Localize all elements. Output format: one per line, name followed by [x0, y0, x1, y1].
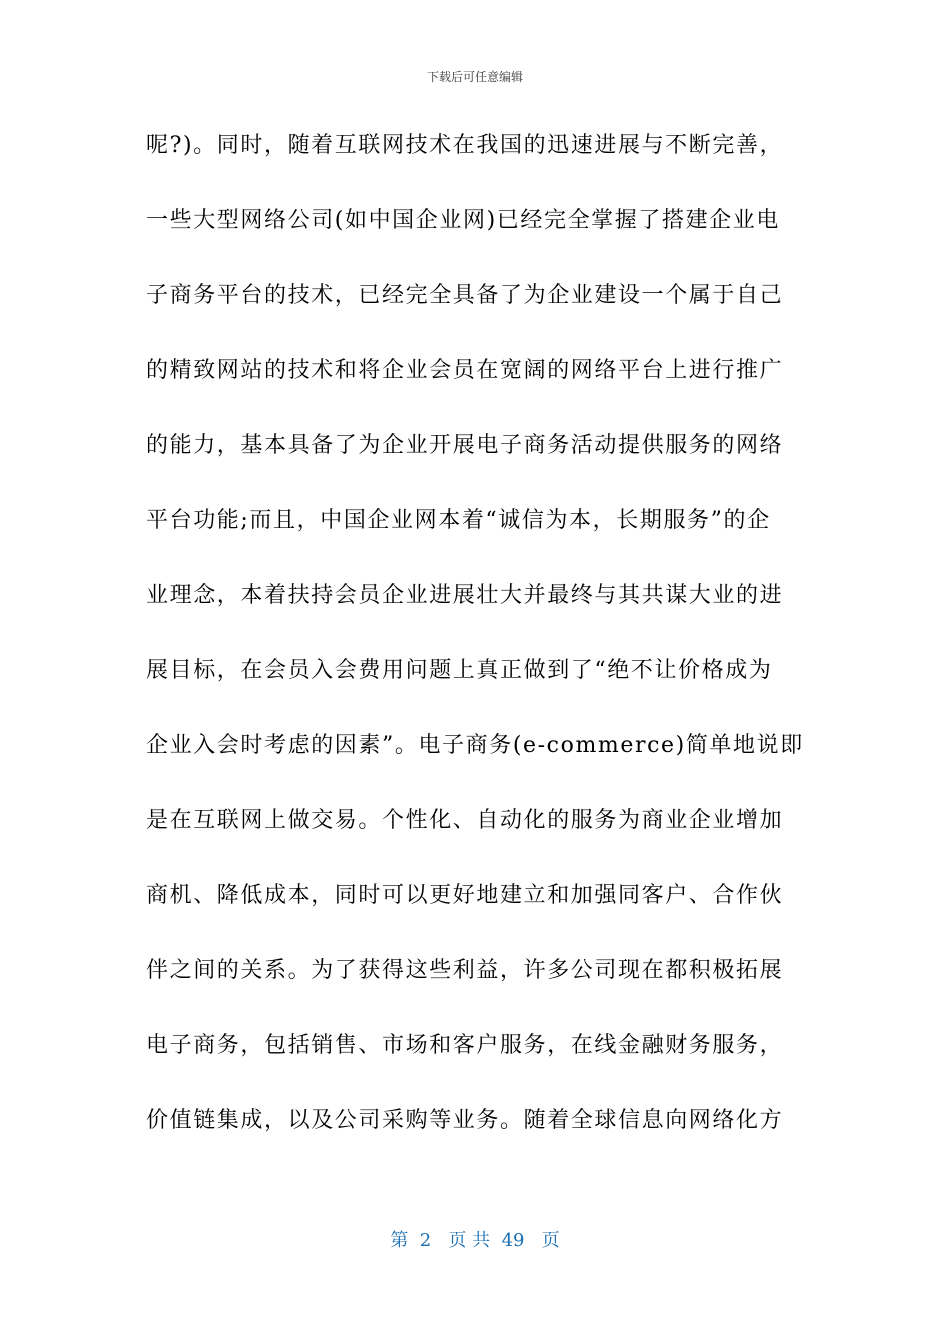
text-line: 业理念，本着扶持会员企业进展壮大并最终与其共谋大业的进 — [146, 583, 784, 608]
text-line: 呢?)。同时，随着互联网技术在我国的迅速进展与不断完善， — [146, 133, 784, 158]
text-line: 电子商务，包括销售、市场和客户服务，在线金融财务服务， — [146, 1033, 784, 1058]
text-line: 商机、降低成本，同时可以更好地建立和加强同客户、合作伙 — [146, 883, 784, 908]
text-line: 的精致网站的技术和将企业会员在宽阔的网络平台上进行推广 — [146, 358, 784, 383]
text-line: 一些大型网络公司(如中国企业网)已经完全掌握了搭建企业电 — [146, 208, 780, 233]
text-line: 子商务平台的技术，已经完全具备了为企业建设一个属于自己 — [146, 283, 784, 308]
header-note: 下载后可任意编辑 — [426, 70, 523, 84]
text-line: 的能力，基本具备了为企业开展电子商务活动提供服务的网络 — [146, 433, 784, 458]
text-line: 伴之间的关系。为了获得这些利益，许多公司现在都积极拓展 — [146, 958, 784, 983]
text-line: 展目标，在会员入会费用问题上真正做到了“绝不让价格成为 — [146, 658, 773, 683]
text-line: 是在互联网上做交易。个性化、自动化的服务为商业企业增加 — [146, 808, 784, 833]
text-line: 平台功能;而且，中国企业网本着“诚信为本，长期服务”的企 — [146, 508, 771, 533]
text-line: 企业入会时考虑的因素”。电子商务(e-commerce)简单地说即 — [146, 733, 804, 758]
text-line: 价值链集成，以及公司采购等业务。随着全球信息向网络化方 — [146, 1108, 784, 1133]
body-text — [146, 124, 811, 1174]
page-number-footer: 第 2 页 共 49 页 — [390, 1230, 560, 1251]
